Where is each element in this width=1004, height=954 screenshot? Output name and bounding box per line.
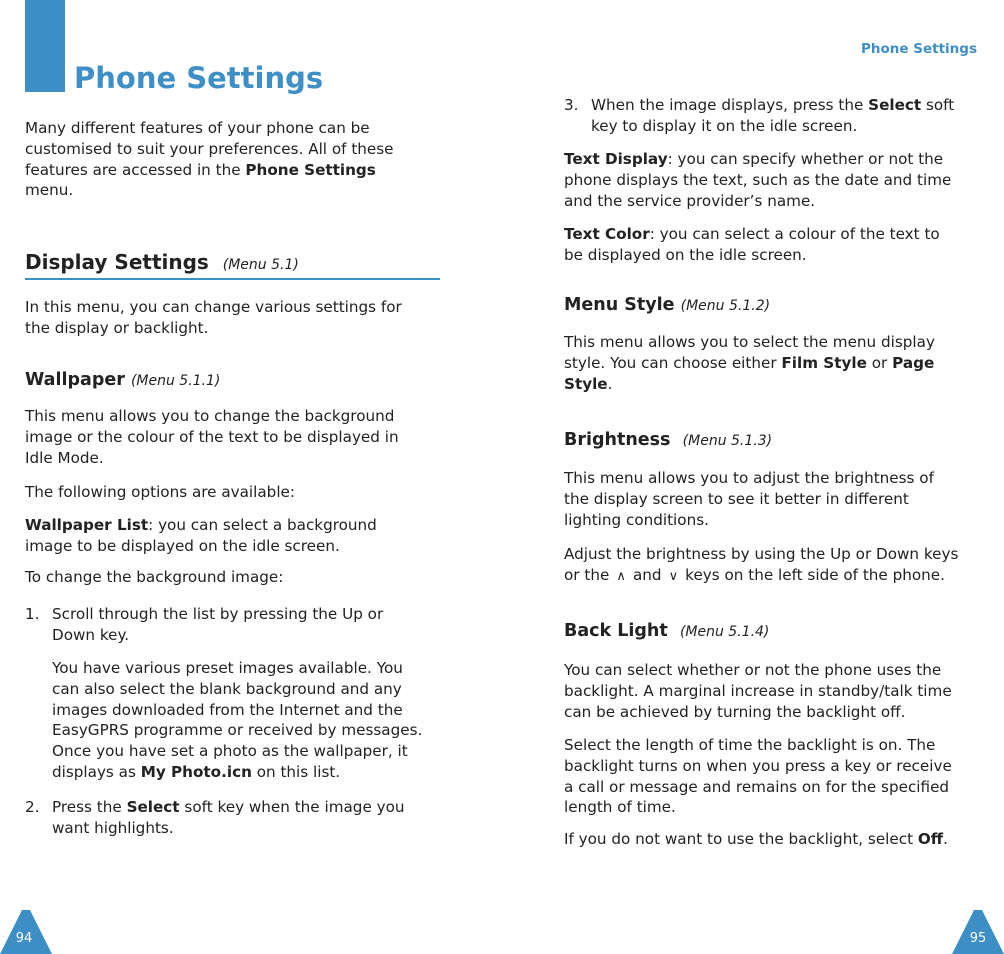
- back-light-body-2: Select the length of time the backlight is on. The backlight turns on when you press a key or receive a call or message and remains on for the specified length of time.: [564, 736, 952, 817]
- brightness-body: This menu allows you to adjust the brightness of the display screen to see it better in different lighting conditions.: [564, 469, 934, 529]
- running-head: Phone Settings: [861, 41, 977, 57]
- page-title: Phone Settings: [74, 61, 324, 95]
- menu-ref: (Menu 5.1.3): [682, 433, 773, 449]
- text-display-option: Text Display: you can specify whether or not the phone displays the text, such as the date and time and the service provider’s name.: [564, 150, 952, 210]
- menu-style-heading: Menu Style (Menu 5.1.2): [564, 295, 771, 315]
- brightness-heading: Brightness (Menu 5.1.3): [564, 430, 773, 450]
- menu-ref: (Menu 5.1.4): [679, 624, 770, 640]
- down-key-icon: ∨: [668, 568, 679, 584]
- change-intro: To change the background image:: [25, 568, 284, 586]
- wallpaper-list-option: Wallpaper List: you can select a background image to be displayed on the idle screen.: [25, 516, 377, 555]
- menu-ref: (Menu 5.1): [222, 257, 299, 273]
- brightness-adjust: Adjust the brightness by using the Up or Down keys or the ∧ and ∨ keys on the left side of the phone.: [564, 544, 984, 588]
- intro-paragraph: Many different features of your phone can be customised to suit your preferences. All of these features are accessed in the Phone Settings menu.: [25, 119, 394, 200]
- menu-style-body: This menu allows you to select the menu display style. You can choose either Film Style or Page Style.: [564, 333, 935, 393]
- display-settings-body: In this menu, you can change various settings for the display or backlight.: [25, 298, 402, 337]
- menu-ref: (Menu 5.1.1): [130, 373, 221, 389]
- list-item: 3. When the image displays, press the Select soft key to display it on the idle screen.: [564, 96, 955, 135]
- back-light-body-3: If you do not want to use the backlight, select Off.: [564, 830, 948, 848]
- page-number-tab-right: [952, 910, 1004, 954]
- up-key-icon: ∧: [616, 568, 626, 584]
- back-light-heading: Back Light (Menu 5.1.4): [564, 621, 770, 641]
- list-item: 2. Press the Select soft key when the image you want highlights.: [25, 798, 405, 837]
- title-accent-block: [25, 0, 65, 92]
- display-settings-heading: Display Settings (Menu 5.1): [25, 250, 299, 274]
- options-intro: The following options are available:: [25, 483, 296, 501]
- step1-note: You have various preset images available. You can also select the blank background and any images downloaded from the Internet and the EasyGPRS programme or received by messages. Once you have set a photo as the wallpaper, it displays as My Photo.icn on this list.: [52, 659, 423, 781]
- page-number: 95: [969, 931, 987, 946]
- section-divider: [25, 278, 440, 280]
- back-light-body-1: You can select whether or not the phone uses the backlight. A marginal increase in standby/talk time can be achieved by turning the backlight off.: [564, 661, 952, 721]
- menu-ref: (Menu 5.1.2): [680, 298, 771, 314]
- text-color-option: Text Color: you can select a colour of the text to be displayed on the idle screen.: [564, 225, 940, 264]
- list-item: 1. Scroll through the list by pressing the Up or Down key.: [25, 605, 384, 644]
- page-number-tab-left: [0, 910, 52, 954]
- page-number: 94: [15, 931, 33, 946]
- wallpaper-body: This menu allows you to change the background image or the colour of the text to be displayed in Idle Mode.: [25, 407, 399, 467]
- wallpaper-heading: Wallpaper (Menu 5.1.1): [25, 370, 221, 390]
